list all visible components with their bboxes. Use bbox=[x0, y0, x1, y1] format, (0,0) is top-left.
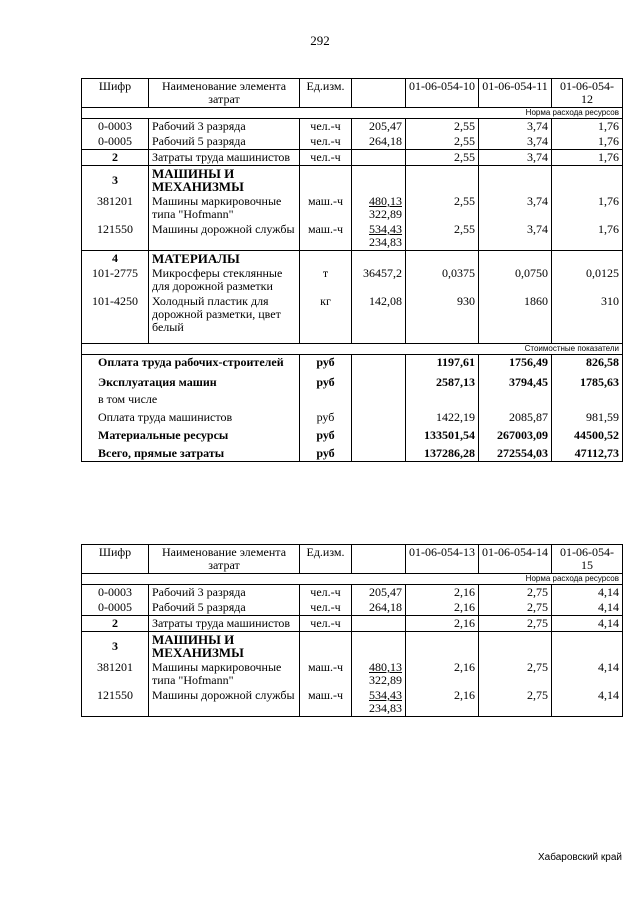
row-value-3: 1,76 bbox=[552, 134, 623, 150]
header-unit: Ед.изм. bbox=[300, 79, 352, 108]
row-code: 2 bbox=[82, 616, 149, 632]
header-code: Шифр bbox=[82, 79, 149, 108]
total-row bbox=[82, 354, 623, 370]
table-header-row bbox=[82, 545, 623, 574]
row-code: 381201 bbox=[82, 660, 149, 688]
row-price: 205,47 bbox=[352, 119, 406, 135]
band-cost-label: Стоимостные показатели bbox=[82, 343, 623, 354]
row-value-1: 2,55 bbox=[406, 222, 479, 251]
row-value-3: 4,14 bbox=[552, 600, 623, 616]
row-code: 0-0005 bbox=[82, 134, 149, 150]
table-row bbox=[82, 134, 623, 150]
row-value-2: 1860 bbox=[479, 294, 552, 335]
section-title: МАШИНЫ И МЕХАНИЗМЫ bbox=[149, 166, 300, 195]
row-name: Рабочий 3 разряда bbox=[149, 585, 300, 601]
total-unit: руб bbox=[300, 407, 352, 425]
total-label: Материальные ресурсы bbox=[82, 425, 300, 443]
row-value-2: 2,75 bbox=[479, 688, 552, 717]
subtotal-caption-row bbox=[82, 390, 623, 407]
total-value-1: 2587,13 bbox=[406, 370, 479, 390]
row-value-2: 3,74 bbox=[479, 134, 552, 150]
row-value-2: 3,74 bbox=[479, 150, 552, 166]
total-label: Оплата труда машинистов bbox=[82, 407, 300, 425]
row-value-2: 2,75 bbox=[479, 616, 552, 632]
header-col-3: 01-06-054-12 bbox=[552, 79, 623, 108]
section-code: 4 bbox=[82, 251, 149, 267]
row-unit: чел.-ч bbox=[300, 585, 352, 601]
row-value-2: 3,74 bbox=[479, 222, 552, 251]
total-value-3: 47112,73 bbox=[552, 443, 623, 462]
row-unit: чел.-ч bbox=[300, 150, 352, 166]
row-value-3: 1,76 bbox=[552, 150, 623, 166]
row-value-2: 2,75 bbox=[479, 600, 552, 616]
spacer-row bbox=[82, 335, 623, 343]
row-value-3: 4,14 bbox=[552, 585, 623, 601]
row-price: 264,18 bbox=[352, 134, 406, 150]
total-value-2: 2085,87 bbox=[479, 407, 552, 425]
table-row bbox=[82, 294, 623, 335]
row-code: 0-0003 bbox=[82, 119, 149, 135]
table-row bbox=[82, 150, 623, 166]
row-price: 480,13 322,89 bbox=[352, 660, 406, 688]
row-unit: маш.-ч bbox=[300, 660, 352, 688]
row-unit: кг bbox=[300, 294, 352, 335]
row-value-1: 2,55 bbox=[406, 134, 479, 150]
total-value-3: 1785,63 bbox=[552, 370, 623, 390]
header-price bbox=[352, 79, 406, 108]
total-value-1: 1197,61 bbox=[406, 354, 479, 370]
row-value-1: 2,16 bbox=[406, 600, 479, 616]
band-norm-label: Норма расхода ресурсов bbox=[82, 108, 623, 119]
total-label: Всего, прямые затраты bbox=[82, 443, 300, 462]
row-name: Машины маркировочные типа "Hofmann" bbox=[149, 194, 300, 222]
row-value-3: 4,14 bbox=[552, 688, 623, 717]
row-price: 36457,2 bbox=[352, 266, 406, 294]
section-code: 3 bbox=[82, 632, 149, 661]
band-norm bbox=[82, 108, 623, 119]
row-unit: чел.-ч bbox=[300, 119, 352, 135]
total-value-1: 137286,28 bbox=[406, 443, 479, 462]
total-value-3: 826,58 bbox=[552, 354, 623, 370]
section-row bbox=[82, 632, 623, 661]
band-cost bbox=[82, 343, 623, 354]
row-value-1: 0,0375 bbox=[406, 266, 479, 294]
total-value-1: 133501,54 bbox=[406, 425, 479, 443]
table-row bbox=[82, 600, 623, 616]
row-value-3: 4,14 bbox=[552, 616, 623, 632]
total-unit: руб bbox=[300, 425, 352, 443]
total-value-2: 267003,09 bbox=[479, 425, 552, 443]
header-col-1: 01-06-054-10 bbox=[406, 79, 479, 108]
header-col-2: 01-06-054-11 bbox=[479, 79, 552, 108]
row-value-2: 2,75 bbox=[479, 585, 552, 601]
table-row bbox=[82, 119, 623, 135]
row-value-2: 3,74 bbox=[479, 194, 552, 222]
row-value-1: 2,16 bbox=[406, 616, 479, 632]
row-value-1: 930 bbox=[406, 294, 479, 335]
header-col-2: 01-06-054-14 bbox=[479, 545, 552, 574]
row-price: 534,43 234,83 bbox=[352, 222, 406, 251]
section-code: 3 bbox=[82, 166, 149, 195]
total-value-3: 981,59 bbox=[552, 407, 623, 425]
row-price: 142,08 bbox=[352, 294, 406, 335]
row-unit: маш.-ч bbox=[300, 194, 352, 222]
row-name: Затраты труда машинистов bbox=[149, 616, 300, 632]
row-unit: маш.-ч bbox=[300, 688, 352, 717]
total-row bbox=[82, 370, 623, 390]
row-name: Рабочий 3 разряда bbox=[149, 119, 300, 135]
row-name: Машины дорожной службы bbox=[149, 688, 300, 717]
row-code: 0-0005 bbox=[82, 600, 149, 616]
section-title: МАШИНЫ И МЕХАНИЗМЫ bbox=[149, 632, 300, 661]
resource-table-1 bbox=[81, 78, 623, 462]
row-unit: чел.-ч bbox=[300, 134, 352, 150]
row-unit: чел.-ч bbox=[300, 616, 352, 632]
total-unit: руб bbox=[300, 354, 352, 370]
table-header-row bbox=[82, 79, 623, 108]
section-row bbox=[82, 166, 623, 195]
row-value-1: 2,55 bbox=[406, 119, 479, 135]
row-code: 101-2775 bbox=[82, 266, 149, 294]
header-unit: Ед.изм. bbox=[300, 545, 352, 574]
total-row bbox=[82, 443, 623, 462]
row-name: Рабочий 5 разряда bbox=[149, 134, 300, 150]
total-value-2: 3794,45 bbox=[479, 370, 552, 390]
table-row bbox=[82, 222, 623, 251]
table-row bbox=[82, 616, 623, 632]
row-code: 381201 bbox=[82, 194, 149, 222]
section-row bbox=[82, 251, 623, 267]
row-unit: т bbox=[300, 266, 352, 294]
header-price bbox=[352, 545, 406, 574]
row-value-3: 0,0125 bbox=[552, 266, 623, 294]
total-value-3: 44500,52 bbox=[552, 425, 623, 443]
total-value-2: 1756,49 bbox=[479, 354, 552, 370]
row-value-3: 310 bbox=[552, 294, 623, 335]
row-unit: маш.-ч bbox=[300, 222, 352, 251]
row-price bbox=[352, 150, 406, 166]
row-value-2: 3,74 bbox=[479, 119, 552, 135]
row-code: 0-0003 bbox=[82, 585, 149, 601]
row-price: 480,13 322,89 bbox=[352, 194, 406, 222]
row-value-3: 1,76 bbox=[552, 119, 623, 135]
row-name: Рабочий 5 разряда bbox=[149, 600, 300, 616]
row-name: Холодный пластик для дорожной разметки, цвет белый bbox=[149, 294, 300, 335]
total-unit: руб bbox=[300, 370, 352, 390]
total-value-2: 272554,03 bbox=[479, 443, 552, 462]
region-footer: Хабаровский край bbox=[537, 852, 622, 863]
band-norm-label: Норма расхода ресурсов bbox=[82, 574, 623, 585]
row-value-3: 1,76 bbox=[552, 194, 623, 222]
row-price: 534,43 234,83 bbox=[352, 688, 406, 717]
row-code: 101-4250 bbox=[82, 294, 149, 335]
row-code: 2 bbox=[82, 150, 149, 166]
row-value-1: 2,16 bbox=[406, 660, 479, 688]
header-name: Наименование элемента затрат bbox=[149, 545, 300, 574]
row-value-1: 2,16 bbox=[406, 688, 479, 717]
table-row bbox=[82, 194, 623, 222]
row-value-2: 2,75 bbox=[479, 660, 552, 688]
row-value-2: 0,0750 bbox=[479, 266, 552, 294]
row-name: Машины дорожной службы bbox=[149, 222, 300, 251]
row-price bbox=[352, 616, 406, 632]
row-name: Машины маркировочные типа "Hofmann" bbox=[149, 660, 300, 688]
row-code: 121550 bbox=[82, 688, 149, 717]
row-value-3: 4,14 bbox=[552, 660, 623, 688]
table-row bbox=[82, 688, 623, 717]
resource-table-2 bbox=[81, 544, 623, 717]
header-code: Шифр bbox=[82, 545, 149, 574]
table-row bbox=[82, 266, 623, 294]
table-row bbox=[82, 660, 623, 688]
band-norm bbox=[82, 574, 623, 585]
table-row bbox=[82, 585, 623, 601]
total-unit: руб bbox=[300, 443, 352, 462]
total-row bbox=[82, 407, 623, 425]
row-name: Затраты труда машинистов bbox=[149, 150, 300, 166]
header-col-1: 01-06-054-13 bbox=[406, 545, 479, 574]
total-value-1: 1422,19 bbox=[406, 407, 479, 425]
row-value-1: 2,16 bbox=[406, 585, 479, 601]
row-value-1: 2,55 bbox=[406, 194, 479, 222]
row-price: 205,47 bbox=[352, 585, 406, 601]
total-label: Эксплуатация машин bbox=[82, 370, 300, 390]
row-unit: чел.-ч bbox=[300, 600, 352, 616]
header-name: Наименование элемента затрат bbox=[149, 79, 300, 108]
total-label: Оплата труда рабочих-строителей bbox=[82, 354, 300, 370]
row-value-1: 2,55 bbox=[406, 150, 479, 166]
section-title: МАТЕРИАЛЫ bbox=[149, 251, 300, 267]
row-code: 121550 bbox=[82, 222, 149, 251]
header-col-3: 01-06-054-15 bbox=[552, 545, 623, 574]
row-name: Микросферы стеклянные для дорожной разметки bbox=[149, 266, 300, 294]
row-price: 264,18 bbox=[352, 600, 406, 616]
total-row bbox=[82, 425, 623, 443]
subtotal-caption: в том числе bbox=[82, 390, 300, 407]
page-number: 292 bbox=[310, 33, 330, 48]
row-value-3: 1,76 bbox=[552, 222, 623, 251]
